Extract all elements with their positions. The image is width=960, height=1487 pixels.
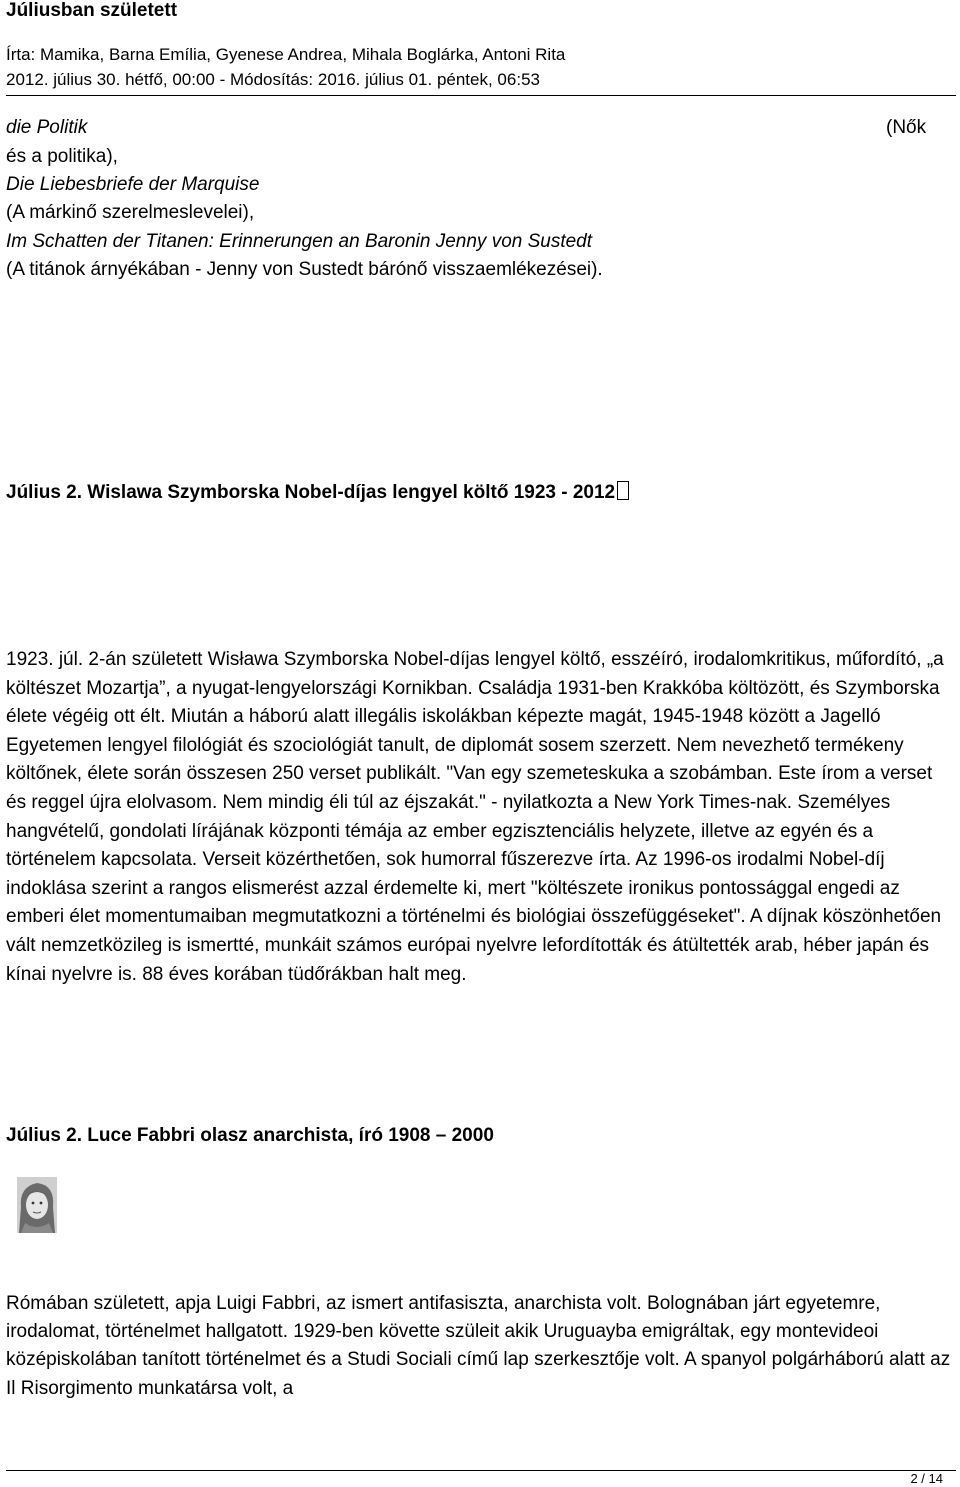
paragraph-szymborska: 1923. júl. 2-án született Wisława Szymborska Nobel-díjas lengyel költő, esszéíró, irodalomkritikus, műfordító, „a költészet Mozartja”, a nyugat-lengyelországi Kornikban. Családja 1931-ben Krakkóba költözött, és Szymborska élete végéig ott élt. Miután a háború alatt illegális iskolákban képezte magát, 1945-1948 között a Jagelló Egyetemen lengyel filológiát és szociológiát tanult, de diplomát sosem szerzett. Nem nevezhető termékeny költőnek, élete során összesen 250 verset publikált. "Van egy szemeteskuka a szobámban. Este írom a verset és reggel újra elolvasom. Nem mindig éli túl az éjszakát." - nyilatkozta a New York Times-nak. Személyes hangvételű, gondolati lírájának központi témája az ember egzisztenciális helyzete, illetve az egyén és a történelem kapcsolata. Verseit közérthetően, sok humorral fűszerezve írta. Az 1996-os irodalmi Nobel-díj indoklása szerint a rangos elismerést azzal érdemelte ki, mert "költészete ironikus pontossággal engedi az emberi élet momentumaiban megmutatkozni a történelmi és biológiai összefüggéseket". A díjnak köszönhetően vált nemzetközileg is ismertté, munkáit számos európai nyelvre lefordították és átültették arab, héber japán és kínai nyelvre is. 88 éves korában tüdőrákban halt meg.: [6, 649, 944, 985]
footer-divider: [6, 1470, 956, 1471]
section-heading-fabbri: Július 2. Luce Fabbri olasz anarchista, író 1908 – 2000: [6, 1125, 494, 1146]
intro-line-1-right: (Nők: [886, 117, 927, 138]
section-heading-szymborska: [6, 481, 629, 505]
portrait-photo: [17, 1177, 57, 1233]
article-authors: Írta: Mamika, Barna Emília, Gyenese Andrea, Mihala Boglárka, Antoni Rita: [6, 45, 566, 64]
article-title: Júliusban született: [6, 0, 178, 21]
intro-line-4: (A márkinő szerelmeslevelei),: [6, 202, 255, 223]
intro-line-2: és a politika),: [6, 146, 118, 167]
portrait-image: [17, 1177, 57, 1233]
header-divider: [6, 95, 956, 96]
section-heading-szymborska-text: Július 2. Wislawa Szymborska Nobel-díjas lengyel költő 1923 - 2012: [6, 482, 616, 503]
intro-line-6: (A titánok árnyékában - Jenny von Sustedt bárónő visszaemlékezései).: [6, 259, 603, 280]
intro-line-3: Die Liebesbriefe der Marquise: [6, 174, 260, 195]
page-number: 2 / 14: [910, 1471, 943, 1486]
intro-line-5: Im Schatten der Titanen: Erinnerungen an Baronin Jenny von Sustedt: [6, 231, 593, 252]
paragraph-fabbri: Rómában született, apja Luigi Fabbri, az ismert antifasiszta, anarchista volt. Bolognában járt egyetemre, irodalomat, történelmet hallgatott. 1929-ben követte szüleit akik Uruguayba emigráltak, egy montevideoi középiskolában tanított történelmet és a Studi Sociali című lap szerkesztője volt. A spanyol polgárháború alatt az Il Risorgimento munkatársa volt, a: [6, 1293, 951, 1399]
missing-glyph-icon: [617, 481, 629, 500]
article-dates: 2012. július 30. hétfő, 00:00 - Módosítás: 2016. július 01. péntek, 06:53: [6, 70, 540, 89]
intro-line-1: die Politik: [6, 117, 88, 138]
